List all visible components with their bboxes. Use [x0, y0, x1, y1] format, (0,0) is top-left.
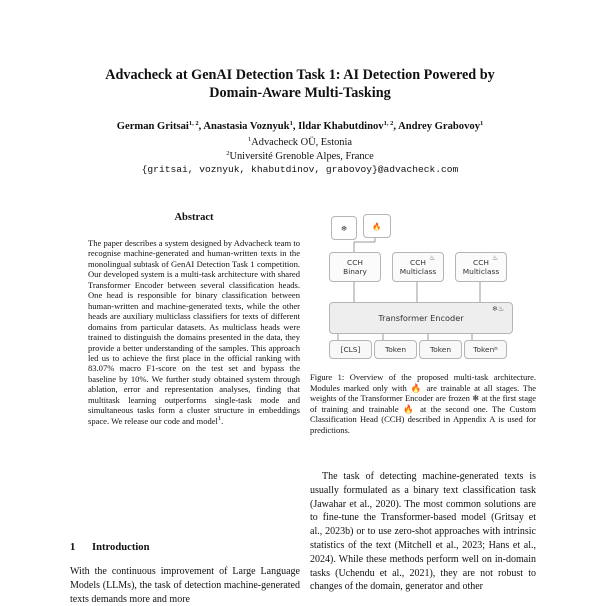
- snowflake-icon: ❄: [331, 216, 357, 240]
- author-list: German Gritsai$^{1, 2}$, Anastasia Voznyuk$^1$, Ildar Khabutdinov$^{1, 2}$, Andrey Grabovoy$^1$: [116, 120, 484, 132]
- fire-icon: ♨: [429, 254, 436, 262]
- right-column-body: The task of detecting machine-generated texts is usually formulated as a binary text classification task (Jawahar et al., 2020). The most common solutions are to fine-tune the Transformer-based model (Gritsay et al., 2023b) or to use zero-shot approaches with intrinsic statistics of the text (Mitchell et al., 2023; Hans et al., 2024). While these methods perform well on in-domain tasks (Uchendu et al., 2021), they are not robust to changes of the domain, generator and other: [310, 471, 536, 593]
- author-affiliation-mark: 1: [480, 120, 484, 127]
- cls-token: [CLS]: [329, 340, 372, 359]
- token-subscript: n: [494, 346, 498, 352]
- fire-icon: 🔥: [363, 214, 391, 238]
- cch-multiclass-head: [455, 252, 507, 282]
- figure-caption: Figure 1: Overview of the proposed multi-task architecture. Modules marked only with 🔥 are trainable at all stages. The weights of the Transformer Encoder are frozen ❄ at the first stage of training and trainable 🔥 at the second one. The Custom Classification Head (CCH) described in Appendix A is used for predictions.: [310, 372, 536, 435]
- head-label: CCH: [347, 258, 363, 267]
- section-title: Introduction: [92, 542, 150, 553]
- author-name: Andrey Grabovoy: [398, 121, 480, 132]
- introduction-body: With the continuous improvement of Large Language Models (LLMs), the task of detection machine-generated texts demands more and more: [70, 566, 300, 605]
- author-name: Anastasia Voznyuk: [203, 121, 290, 132]
- cch-binary-head: [329, 252, 381, 282]
- author-name: Ildar Khabutdinov: [298, 121, 384, 132]
- head-type: Multiclass: [399, 267, 437, 276]
- author-affiliation-mark: 1: [289, 120, 293, 127]
- abstract-body: The paper describes a system designed by Advacheck team to recognise machine-generated and human-written texts in the monolingual subtask of GenAI Detection Task 1 competition. Our developed system is a multi-task architecture with shared Transformer Encoder between several classification heads. One head is responsible for binary classification between human-written and machine-generated texts, while the other heads are auxiliary multiclass classifiers for texts of different domains from particular datasets. As multiclass heads were trained to distinguish the domains presented in the data, they provide a better understanding of the samples. This approach led us to achieve the first place in the official ranking with 83.07% macro F1-score on the test set and bypass the baseline by 10%. We further study obtained system through ablation, error and representation analyses, finding that multitask learning outperforms single-task mode and simultaneous tasks form a cluster structure in embeddings space. We release our code and model$^1$.: [88, 238, 300, 426]
- affiliation-1: [40, 136, 560, 149]
- abstract-heading: Abstract: [174, 212, 214, 223]
- author-affiliation-mark: 1, 2: [383, 120, 394, 127]
- token-n: [464, 340, 507, 359]
- footnote-mark[interactable]: 1: [217, 414, 222, 422]
- abstract-text: The paper describes a system designed by Advacheck team to recognise machine-generated and human-written texts in the monolingual subtask of GenAI Detection Task 1 competition. Our developed system is a multi-task architecture with shared Transformer Encoder between several classification heads. One head is responsible for binary classification between human-written and machine-generated texts, while the other heads are auxiliary multiclass classifiers for texts of different domains from particular datasets. As multiclass heads were trained to distinguish the domains presented in the data, they provide a better understanding of the samples. This approach led us to achieve the first place in the official ranking with 83.07% macro F1-score on the test set and bypass the baseline by 10%. We further study obtained system through ablation, error and representation analyses, finding that multitask learning outperforms single-task mode and simultaneous tasks form a cluster structure in embeddings space. We release our code and model: [88, 238, 300, 426]
- title-line-1: Advacheck at GenAI Detection Task 1: AI Detection Powered by: [105, 67, 495, 83]
- affiliation-mark: 2: [226, 150, 230, 157]
- paper-title: [60, 66, 540, 102]
- token: Token: [419, 340, 462, 359]
- token: Token: [374, 340, 417, 359]
- affiliation-text: Advacheck OÜ, Estonia: [251, 137, 352, 148]
- transformer-encoder-block: Transformer Encoder: [329, 302, 513, 334]
- fire-icon: ♨: [492, 254, 499, 262]
- head-type: Binary: [343, 267, 367, 276]
- cch-multiclass-head: [392, 252, 444, 282]
- author-affiliation-mark: 1, 2: [188, 120, 199, 127]
- affiliation-mark: 1: [248, 136, 252, 143]
- author-name: German Gritsai: [116, 121, 189, 132]
- head-label: CCH: [410, 258, 426, 267]
- affiliation-text: Université Grenoble Alpes, France: [229, 151, 374, 162]
- section-number: 1: [70, 542, 76, 553]
- affiliation-2: [40, 150, 560, 163]
- architecture-figure: [328, 214, 514, 364]
- head-type: Multiclass: [462, 267, 500, 276]
- snowflake-icon: ❄♨: [492, 305, 505, 313]
- token-label: Token: [473, 345, 495, 354]
- section-heading-introduction: [70, 542, 150, 553]
- author-emails[interactable]: {gritsai, voznyuk, khabutdinov, grabovoy}@advacheck.com: [141, 164, 459, 175]
- head-label: CCH: [473, 258, 489, 267]
- title-line-2: Domain-Aware Multi-Tasking: [209, 85, 391, 101]
